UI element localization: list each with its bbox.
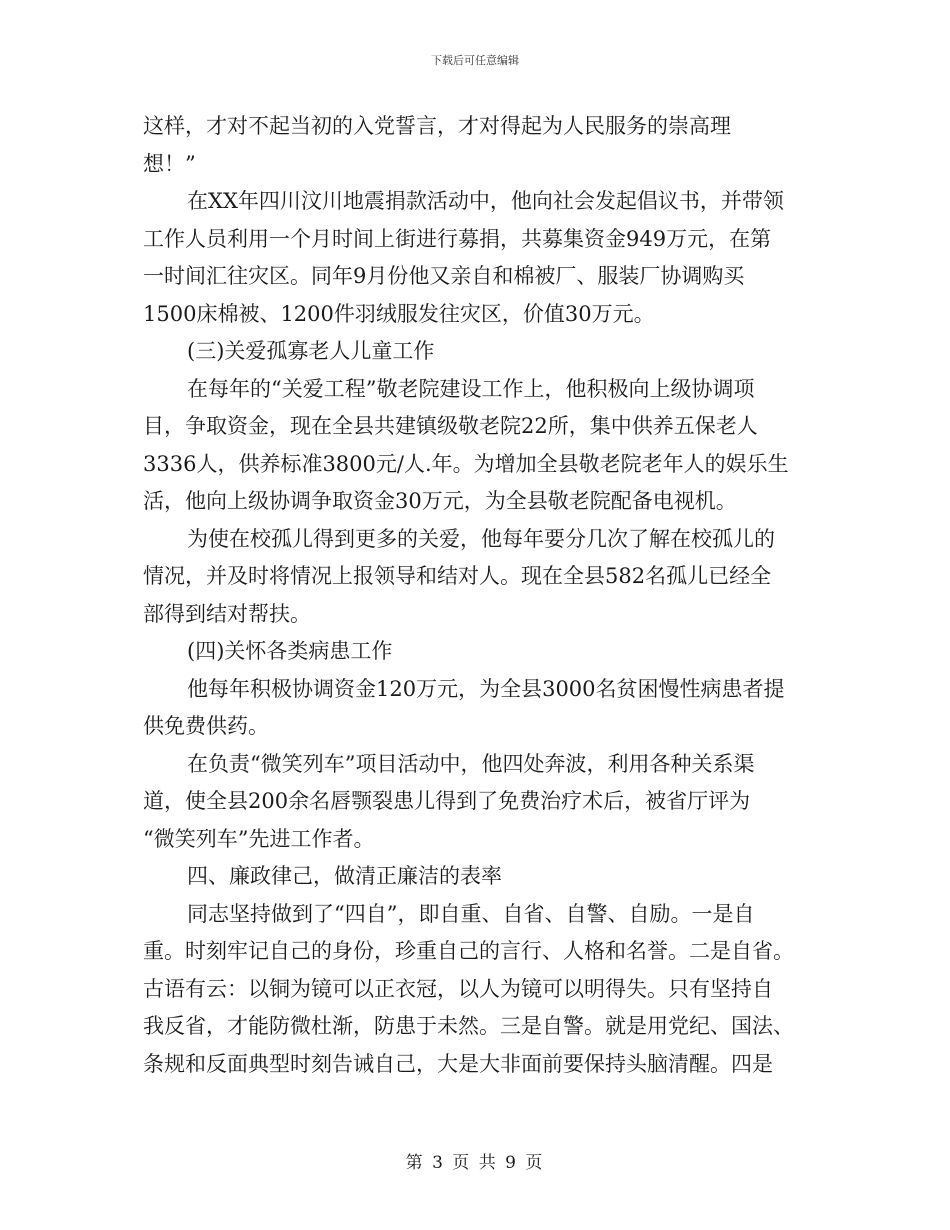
text-line: 古语有云：以铜为镜可以正衣冠，以人为镜可以明得失。只有坚持自: [143, 976, 773, 1001]
text-line: 供免费供药。: [143, 714, 269, 738]
text-line: 3336人，供养标准3800元/人.年。为增加全县敬老院老年人的娱乐生: [143, 451, 789, 476]
page-number-footer: 第 3 页 共 9 页: [405, 1153, 545, 1173]
text-line: 道，使全县200余名唇颚裂患儿得到了免费治疗术后，被省厅评为: [143, 789, 751, 813]
text-line: 工作人员利用一个月时间上街进行募捐，共募集资金949万元，在第: [143, 226, 772, 251]
text-line: 在负责“微笑列车”项目活动中，他四处奔波，利用各种关系渠: [187, 751, 755, 776]
text-line: 部得到结对帮扶。: [143, 601, 311, 626]
text-line: 同志坚持做到了“四自”，即自重、自省、自警、自励。一是自: [187, 901, 755, 926]
text-line: 为使在校孤儿得到更多的关爱，他每年要分几次了解在校孤儿的: [187, 526, 775, 551]
text-line: 情况，并及时将情况上报领导和结对人。现在全县582名孤儿已经全: [143, 564, 772, 588]
text-line: 一时间汇往灾区。同年9月份他又亲自和棉被厂、服装厂协调购买: [143, 264, 745, 288]
text-line: 我反省，才能防微杜渐，防患于未然。三是自警。就是用党纪、国法、: [143, 1014, 794, 1038]
page-header: 下载后可任意编辑: [431, 54, 519, 67]
text-line: 重。时刻牢记自己的身份，珍重自己的言行、人格和名誉。二是自省。: [143, 939, 794, 963]
document-body: [143, 108, 807, 1083]
text-line: 活，他向上级协调争取资金30万元，为全县敬老院配备电视机。: [143, 489, 737, 513]
section-heading: 四、廉政律己，做清正廉洁的表率: [187, 864, 502, 888]
text-line: 他每年积极协调资金120万元，为全县3000名贫困慢性病患者提: [187, 676, 785, 701]
text-line: 目，争取资金，现在全县共建镇级敬老院22所，集中供养五保老人: [143, 414, 758, 438]
text-line: 在每年的“关爱工程”敬老院建设工作上，他积极向上级协调项: [187, 376, 755, 401]
section-heading: (四)关怀各类病患工作: [187, 639, 393, 663]
text-line: 1500床棉被、1200件羽绒服发往灾区，价值30万元。: [143, 301, 655, 326]
text-line: 想！”: [143, 151, 196, 176]
text-line: “微笑列车”先进工作者。: [143, 826, 375, 851]
text-line: 在XX年四川汶川地震捐款活动中，他向社会发起倡议书，并带领: [187, 189, 784, 213]
text-line: 条规和反面典型时刻告诫自己，大是大非面前要保持头脑清醒。四是: [143, 1051, 773, 1076]
text-line: 这样，才对不起当初的入党誓言，才对得起为人民服务的崇高理: [143, 114, 731, 138]
section-heading: (三)关爱孤寡老人儿童工作: [187, 339, 435, 363]
